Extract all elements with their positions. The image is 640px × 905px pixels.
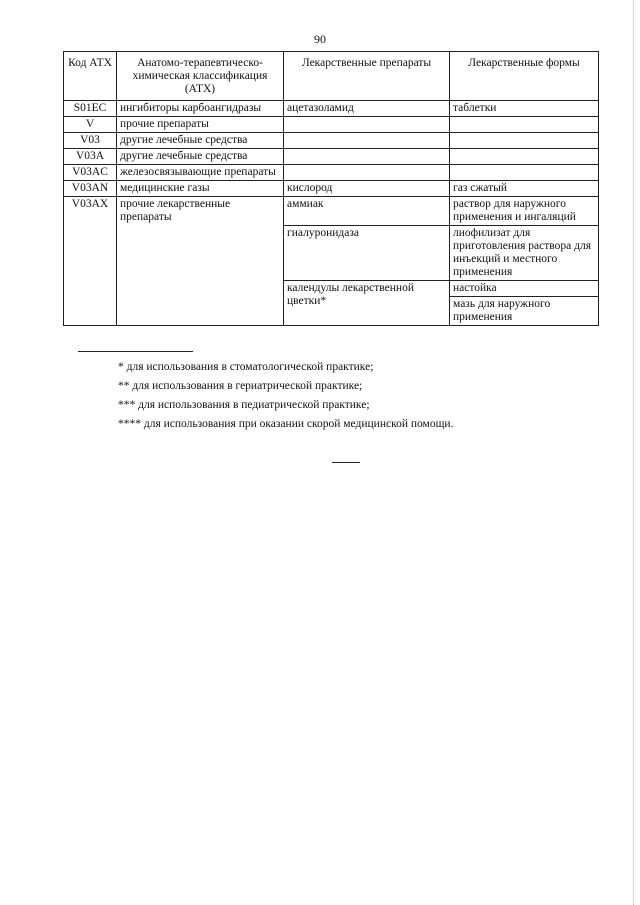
cell-form [450, 133, 599, 149]
footnote-divider [78, 351, 193, 352]
table-row [64, 133, 599, 149]
cell-form: таблетки [450, 101, 599, 117]
cell-code: V03AX [64, 197, 117, 326]
cell-classification: ингибиторы карбоангидразы [117, 101, 284, 117]
cell-drug: аммиак [284, 197, 450, 226]
cell-form: мазь для наружного применения [450, 297, 599, 326]
cell-drug [284, 165, 450, 181]
table-row [64, 181, 599, 197]
cell-code: V [64, 117, 117, 133]
footnote: ** для использования в гериатрической практике; [118, 380, 363, 392]
header-drugs: Лекарственные препараты [284, 52, 450, 101]
cell-code: V03AN [64, 181, 117, 197]
cell-form: лиофилизат для приготовления раствора для инъекций и местного применения [450, 226, 599, 281]
page-number: 90 [314, 32, 326, 46]
cell-form: раствор для наружного применения и ингаляций [450, 197, 599, 226]
cell-code: V03AC [64, 165, 117, 181]
cell-classification: медицинские газы [117, 181, 284, 197]
table-row [64, 165, 599, 181]
footnote: *** для использования в педиатрической практике; [118, 399, 370, 411]
cell-drug [284, 149, 450, 165]
table-row [64, 197, 599, 226]
table-row [64, 117, 599, 133]
cell-classification: прочие препараты [117, 117, 284, 133]
footnotes [118, 358, 453, 434]
scan-edge-line [633, 0, 634, 905]
cell-drug: гиалуронидаза [284, 226, 450, 281]
cell-form [450, 165, 599, 181]
cell-classification: другие лечебные средства [117, 149, 284, 165]
cell-drug: ацетазоламид [284, 101, 450, 117]
cell-code: V03A [64, 149, 117, 165]
footnote: * для использования в стоматологической практике; [118, 361, 374, 373]
header-classification: Анатомо-терапевтическо-химическая классификация (АТХ) [117, 52, 284, 101]
cell-classification: прочие лекарственные препараты [117, 197, 284, 326]
table-row [64, 149, 599, 165]
cell-code: V03 [64, 133, 117, 149]
cell-classification: железосвязывающие препараты [117, 165, 284, 181]
table-header-row [64, 52, 599, 101]
cell-form [450, 149, 599, 165]
table-row [64, 101, 599, 117]
cell-drug: кислород [284, 181, 450, 197]
header-forms: Лекарственные формы [450, 52, 599, 101]
cell-form: газ сжатый [450, 181, 599, 197]
atx-table [63, 51, 599, 326]
cell-drug [284, 117, 450, 133]
cell-drug: календулы лекарственной цветки* [284, 281, 450, 326]
cell-form [450, 117, 599, 133]
header-code: Код АТХ [64, 52, 117, 101]
footnote: **** для использования при оказании скорой медицинской помощи. [118, 418, 454, 430]
cell-code: S01EC [64, 101, 117, 117]
cell-classification: другие лечебные средства [117, 133, 284, 149]
cell-drug [284, 133, 450, 149]
cell-form: настойка [450, 281, 599, 297]
end-divider [332, 462, 360, 463]
